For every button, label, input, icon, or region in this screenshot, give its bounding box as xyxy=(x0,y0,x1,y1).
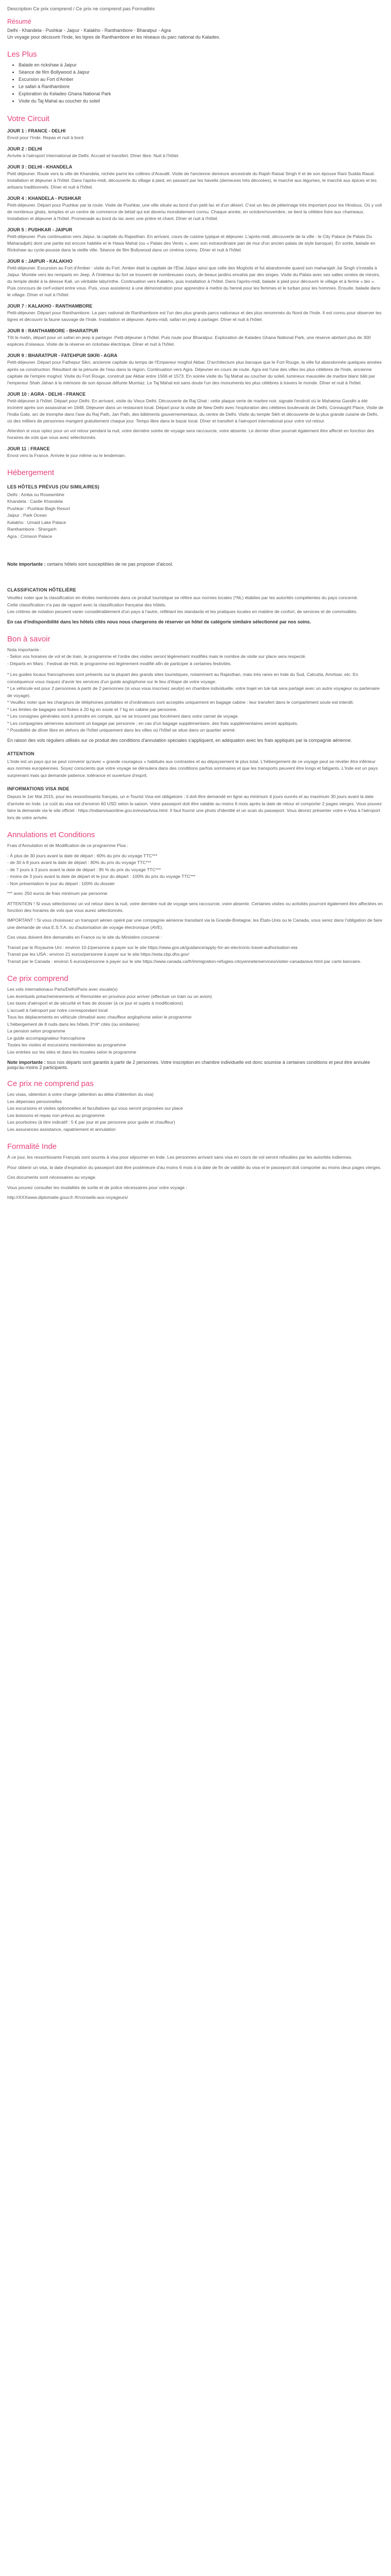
hotel-item: Ranthambore : Shergarh xyxy=(7,527,57,532)
circuit-title: Votre Circuit xyxy=(7,114,50,123)
day-text: Petit-déjeuner à l'hôtel. Départ pour Delhi. En arrivant, visite du Vieux Delhi. Découverte de Raj Ghat : cette plaque verte de marbre noir, signale l'endroit où le Mahatma Gandhi a été incinéré après son assassinat en 1948. Déjeuner dans un restaurant local. Départ pour la visite de New Delhi avec l'exploration des célèbres boulevards de Delhi, Connaught Place, Visite de l'India Gate, arc de triomphe dans l'axe du Raj Path, Jan Path, des bâtiments gouvernementaux, du centre de Delhi. Visite du temple Sikh et découverte de la plus grande cuisine de Delhi, où des milliers de personnes mangent gratuitement chaque jour. Temps libre dans le bazar local. Dîner et transfert à l'aéroport international pour votre vol retour. xyxy=(7,398,384,423)
day-title: JOUR 6 : JAIPUR - KALAKHO xyxy=(7,259,73,264)
annulation-item: - À plus de 30 jours avant la date de départ : 60% du prix du voyage TTC*** xyxy=(7,853,158,858)
classification-line: Cette classification n'a pas de rapport avec la classification française des hôtels. xyxy=(7,602,167,607)
attention-title: ATTENTION xyxy=(7,751,35,756)
bon-savoir-subtitle: Nota importante : xyxy=(7,647,42,652)
day-text: Petit-déjeuner. Départ pour Pushkar par la route. Visite de Pushkar, une ville située au bord d'un petit lac et d'un désert. C'est un lieu de pèlerinage très important pour les Hindous. Où y voit de nombreux ghats, temples et un centre de commerce de bétail qui est devenu mondialement connu. Chaque année, en octobre/novembre, se tient la célèbre foire aux chameaux. Installation et déjeuner à l'hôtel. Promenade au bord du lac avec une prière et chant. Dîner et nuit à l'hôtel. xyxy=(7,202,382,221)
visa-link[interactable]: Transit par le Canada : environ 5 euros/personne à payer sur le site https://www.canada.ca/fr/immigration-refugies-citoyennete/services/visiter-canada/ave.html par carte bancaire. xyxy=(7,958,362,964)
day-title: JOUR 3 : DELHI - KHANDELA xyxy=(7,164,73,170)
bon-savoir-item: - Selon vos horaires de vol et de train, le programme et l'ordre des visites seront légèrement modifiés mais le nombre de visite sur place sera respecté. xyxy=(7,654,306,659)
day-text: Envol pour l'Inde. Repas et nuit à bord. xyxy=(7,134,85,140)
hotel-note xyxy=(7,562,384,567)
bon-savoir-item: * Les guides locaux francophones sont présents sur la plupart des grands sites touristiques, notamment au Rajasthan, mais très rares en Inde du Sud, Calcutta, Amritsar, etc. En conséquence vous risquez d'avoir les services d'un guide anglophone sur le lieu d'étape de votre voyage. xyxy=(7,672,359,684)
intro-tabs: Description Ce prix comprend / Ce prix ne comprend pas Formalités xyxy=(7,6,155,12)
plus-item: • Le safari à Ranthambore xyxy=(19,83,384,91)
day-text: Petit-déjeuner. Excursion au Fort d'Amber : visite du Fort. Amber était la capitale de l'État Jaipur ainsi que celle des Moghols et fut abandonnée quand son maharajah Jai Singh s'installa à Jaipur. Montée vers les remparts en Jeep. À l'intérieur du fort se trouvent de nombreuses cours, de beaux jardins envahis par des singes. Visite du Palais avec ses salles ornées de miroirs, du temple dédié à la déesse Kali, un véritable labyrinthe. Continuation vers Kalakho, puis installation à l'hôtel. Dans l'après-midi, balade à pied pour découvrir le village et à ferme « bio ». Puis concours de cerf-volant entre vous. Puis, vous assisterez à une démonstration pour apprendre à mettre du henné pour les femmes et le turban pour les hommes. Ensuite, balade dans le village. Dîner et nuit à l'hôtel. xyxy=(7,265,380,298)
hotel-item: Khandela : Castle Khandela xyxy=(7,499,63,504)
annulation-list xyxy=(7,853,384,887)
prix-comprend-item: La pension selon programme xyxy=(7,1028,66,1034)
prix-ne-comprend-list xyxy=(7,1091,384,1133)
prix-ne-comprend-title: Ce prix ne comprend pas xyxy=(7,1079,94,1089)
bon-savoir-title: Bon à savoir xyxy=(7,634,51,643)
hotel-item: Delhi : Amba ou Roseambhe xyxy=(7,492,64,497)
plus-item: • Séance de film Bollywood à Jaipur xyxy=(19,69,384,76)
annulation-item: - de 30 à 8 jours avant la date de départ : 80% du prix du voyage TTC*** xyxy=(7,860,151,866)
day-text: Petit-déjeuner. Puis continuation vers Jaipur, la capitale du Rajasthan. En arrivant, cours de cuisine typique et déjeuner. L'après-midi, découverte de la ville : le City Palace (le Palais Du Maharadjah) dont une partie est encore habitée et le Hawa Mahal (ou « Palais des Vents », avec son extraordinaire pan de mur d'un ancien palais de style baroque). En sortie, balade en Rickshaw au cycle-pousse dans la vieille ville. Séance de film Bollywood dans un cinéma connu. Dîner et nuit à l'hôtel. xyxy=(7,233,376,252)
indisponibilite: En cas d'indisponibilité dans les hôtels cités nous nous chargerons de réserver un hôtel de catégorie similaire sélectionné par nos soins. xyxy=(7,619,311,624)
resume-text xyxy=(7,27,384,41)
prix-note xyxy=(7,1060,384,1070)
annulation-item: - moins de 3 jours avant la date de départ et le jour du départ : 100% du prix du voyage TTC*** xyxy=(7,874,196,879)
prix-comprend-item: Les vols internationaux Paris/Delhi/Paris avec escale(s) xyxy=(7,987,118,992)
annulation-important: IMPORTANT ! Si vous choisissez un transport aérien opéré par une compagnie aérienne transitant via la Grande-Bretagne, les États-Unis ou le Canada, vous serez dans l'obligation de faire une demande de visa E.S.T.A. ou d'autorisation de voyage électronique (AVE). xyxy=(7,918,382,930)
bon-savoir-item: * Les compagnies aériennes autorisent un bagage par personne ; en cas d'un bagage supplémentaire, des frais supplémentaires seront appliqués. xyxy=(7,720,299,726)
prix-ne-comprend-item: Les visas, obtention à votre charge (attention au délai d'obtention du visa) xyxy=(7,1092,154,1097)
day-text: Petit-déjeuner. Départ pour Ranthambore. La parc national de Ranthambore est l'un des plus grands parcs nationaux et des plus renommés du Nord de l'Inde. Il est connu pour observer les tigres et découvrir la faune sauvage de l'Inde. Installation et déjeuner. Après-midi, safari en jeep à partager. Dîner et nuit à l'hôtel. xyxy=(7,310,382,323)
hotel-note-text: certains hôtels sont susceptibles de ne pas proposer d'alcool. xyxy=(45,562,173,567)
plus-item: • Excursion au Fort d'Amber xyxy=(19,76,384,83)
resume-title: Résumé xyxy=(7,18,31,25)
classification-title: CLASSIFICATION HÔTELIÈRE xyxy=(7,587,76,593)
day-text: Petit déjeuner. Route vers la ville de Khandela, nichée parmi les collines d'Aravalli. Visite de l'ancienne demeure ancestrale du Rajah Raisal Singh II et de son épouse Rani Sudda Rasal. Installation et déjeuner à l'hôtel. Dans l'après-midi, découverte du village à pied, en passant par les havelis (demeures très décorées), le marché aux légumes, le marché aux épices et les artisans traditionnels. Dîner et nuit à l'hôtel. xyxy=(7,171,377,190)
page xyxy=(0,0,391,1217)
day-title: JOUR 5 : PUSHKAR - JAIPUR xyxy=(7,227,73,232)
day-text: Tôt le matin, départ pour un safari en jeep à partager. Petit-déjeuner à l'hôtel. Puis route pour Bharatpur. Exploration de Kaladeo Ghana National Park, une réserve abritant plus de 300 espèces d'oiseaux. Visite de la réserve en rickshaw électrique. Dîner et nuit à l'hôtel. xyxy=(7,335,371,347)
prix-note-label: Note importante : xyxy=(7,1060,46,1065)
visa-link[interactable]: Transit par le Royaume Uni : environ 10 £/personne à payer sur le site https://www.gov.uk/guidance/apply-for-an-electronic-travel-authorisation-eta xyxy=(7,944,298,950)
visa-link[interactable]: Transit par les USA : environ 21 euros/personne à payer sur le site https://esta.cbp.dhs.gov/ xyxy=(7,952,189,957)
resume-route: Delhi - Khandela - Pushkar - Jaipur - Kalakho - Ranthambore - Bharatpur - Agra xyxy=(7,27,171,33)
plus-title: Les Plus xyxy=(7,49,37,59)
annulation-footnote: *** avec 250 euros de frais minimum par personne xyxy=(7,891,108,896)
formalite-p2: Pour obtenir un visa, la date d'expiration du passeport doit être postérieure d'au moins 6 mois à la date de fin de validité du visa et le passeport doit comporter au moins deux pages vierges. xyxy=(7,1164,382,1170)
formalite-title: Formalité Inde xyxy=(7,1142,57,1151)
circuit-attention: Attention si vous optez pour un vol retour pendant la nuit, votre dernière soirée de voyage sera raccourcie, voire absente. Le dernier dîner pourrait également être affecté en fonction des horaires de vols que vous avez sélectionnés. xyxy=(7,428,374,440)
hotel-item: Agra : Crimson Palace xyxy=(7,533,52,539)
visa-info-title: INFORMATIONS VISA INDE xyxy=(7,786,70,792)
hotel-note-label: Note importante : xyxy=(7,562,46,567)
day-title: JOUR 7 : KALAKHO - RANTHAMBORE xyxy=(7,303,92,309)
annulation-title: Annulations et Conditions xyxy=(7,831,95,840)
classification-line: Veuillez noter que la classification en étoiles mentionnée dans ce produit touristique se réfère aux normes locales (*NL) établies par les autorités compétentes du pays concerné. xyxy=(7,595,359,601)
bon-savoir-item: * Le véhicule est pour 2 personnes à partir de 2 personnes (si vous vous inscrivez seul(e) en chambre individuelle, votre trajet en tuk-tuk sera partagé avec un autre voyageur ou partenaire de voyage). xyxy=(7,686,380,698)
day-text: Envol vers la France. Arrivée le jour même ou le lendemain. xyxy=(7,452,126,458)
formalite-p4: Vous pouvez consulter les modalités de sortie et de police nécessaires pour votre voyage : xyxy=(7,1184,187,1190)
hotel-list xyxy=(7,492,384,540)
prix-ne-comprend-item: Les dépenses personnelles xyxy=(7,1098,62,1104)
annulation-links-intro: Ces visas doivent être demandés en France ou le site du Ministère concerné : xyxy=(7,935,162,940)
prix-comprend-list xyxy=(7,986,384,1056)
prix-note-text: tous nos départs sont garantis à partir de 2 personnes. Votre inscription en chambre individuelle est donc soumise à certaines conditions et peut être annulée jusqu'au moins 2 participants. xyxy=(7,1060,370,1071)
prix-ne-comprend-item: Les assurances assistance, rapatriement et annulation xyxy=(7,1126,116,1132)
prix-comprend-item: Le guide accompagnateur francophone xyxy=(7,1035,86,1041)
formalite-p1: À ce jour, les ressortissants Français sont soumis à visa pour séjourner en Inde. Les personnes arrivant sans visa en cours de vol seront refoulées par les autorités indiennes. xyxy=(7,1155,353,1160)
hotel-item: Pushkar : Pushkar Bagh Resort xyxy=(7,505,70,511)
plus-item: • Visite du Taj Mahal au coucher du soleil xyxy=(19,98,384,105)
annulation-item: - Non présentation le jour du départ : 100% du dossier xyxy=(7,880,115,886)
classification-text xyxy=(7,595,384,615)
day-title: JOUR 2 : DELHI xyxy=(7,146,42,151)
day-text: Arrivée à l'aéroport International de Delhi. Accueil et transfert. Dîner libre. Nuit à l'hôtel. xyxy=(7,152,180,158)
bon-savoir-list xyxy=(7,653,384,734)
bon-savoir-item: * Veuillez noter que les chargeurs de téléphones portables et d'ordinateurs sont acceptés uniquement en bagage cabine : leur transfert dans le compartiment soute est interdit. xyxy=(7,700,354,705)
annulation-attention: ATTENTION ! Si vous sélectionnez un vol retour dans la nuit, votre dernière nuit de voyage sera raccourcie, voire absente. Certaines visites ou activités pourront également être affectées en fonction des horaires de vols que vous aurez sélectionnés. xyxy=(7,901,383,913)
prix-comprend-item: Toutes les visites et excursions mentionnées au programme xyxy=(7,1042,126,1048)
formalite-p3: Ces documents sont nécessaires au voyage. xyxy=(7,1175,96,1180)
prix-comprend-item: Tous les déplacements en véhicule climatisé avec chauffeur anglophone selon le programme xyxy=(7,1014,192,1020)
day-title: JOUR 1 : FRANCE - DELHI xyxy=(7,128,66,133)
bon-savoir-item: * Possibilité de dîner libre en dehors de l'hôtel uniquement dans les villes où l'hôtel se situe dans un quartier animé. xyxy=(7,727,236,733)
resume-summary: Un voyage pour découvrir l'Inde, les tigres de Ranthambore et les réseaux du parc national du Kaladeo. xyxy=(7,34,220,40)
prix-comprend-item: Les taxes d'aéroport et de sécurité et frais de dossier (à ce jour et sujets à modifications) xyxy=(7,1001,183,1006)
day-text: Petit-déjeuner. Départ pour Fathepur Sikri, ancienne capitale du temps de l'Empereur moghol Akbar. D'architecture plus baroque que le Fort Rouge, la ville fut abandonnée quelques années après sa construction. Résultant de la pénurie de l'eau dans la région. Continuation vers Agra. Déjeuner en cours de route. Agra est l'une des villes les plus célèbres de l'Inde, ancienne capitale de l'empire moghol. Visite du Fort Rouge, construit par Akbar entre 1566 et 1573. En soirée visite du Taj Mahal au coucher du soleil, lumineux mausolée de marbre blanc bâti par l'empereur Shah Jahan à la mémoire de son épouse défunte Mumtaz. Le Taj Mahal est sans doute l'un des monuments les plus célèbres à travers le monde. Dîner et nuit à l'hôtel. xyxy=(7,360,382,385)
day-title: JOUR 9 : BHARATPUR - FATEHPUR SIKRI - AGRA xyxy=(7,353,118,359)
prix-comprend-item: Les éventuels préacheminements et Remontée en province pour arriver (effectuer un train ou un avion) xyxy=(7,993,212,999)
plus-item: • Exploration du Keladeo Ghana National Park xyxy=(19,91,384,98)
day-title: JOUR 8 : RANTHAMBORE - BHARATPUR xyxy=(7,328,99,334)
visa-info-text: Depuis le 1er Mai 2015, pour les ressortissants français, un e-Tourist Visa est obligatoire : il doit être demandé en ligne au minimum 4 jours ouvrés et au maximum 30 jours avant la date d'arrivée en Inde. Le coût du visa est d'environ 60 USD selon la saison. Votre passeport doit être valable au moins 6 mois après la date de retour et comporter 2 pages vierges. Vous pouvez faire la demande via le site officiel : https://indianvisaonline.gov.in/evisa/tvoa.html. Il faut fournir une photo d'identité et un scan du passeport. Vous devrez présenter votre e-Visa à l'aéroport lors de votre arrivée. xyxy=(7,794,382,820)
prix-comprend-title: Ce prix comprend xyxy=(7,974,69,984)
prix-ne-comprend-item: Les pourboires (à titre indicatif : 5 € par jour et par personne pour guide et chauffeur) xyxy=(7,1120,175,1125)
hotel-item: Kalakho : Umaid Lake Palace xyxy=(7,519,66,525)
bon-savoir-item: * Les consignes générales sont à prendre en compte, qui ne se trouvent pas forcément dans votre carnet de voyage. xyxy=(7,714,239,719)
prix-comprend-item: L'accueil à l'aéroport par notre correspondant local xyxy=(7,1007,108,1013)
hotels-subtitle: LES HÔTELS PRÉVUS (OU SIMILAIRES) xyxy=(7,484,100,489)
classification-line: Les critères de notation peuvent varier considérablement d'un pays à l'autre, reflétant les standards et les pratiques locales en matière de confort, de services et de commodités. xyxy=(7,609,357,615)
hotel-item: Jaipur : Park Ocean xyxy=(7,513,47,518)
plus-item: • Balade en rickshaw à Jaipur xyxy=(19,62,384,69)
prix-ne-comprend-item: Les excursions et visites optionnelles et facultatives qui vous seront proposées sur place xyxy=(7,1106,183,1111)
annulation-links xyxy=(7,944,384,965)
day-title: JOUR 4 : KHANDELA - PUSHKAR xyxy=(7,195,82,201)
annulation-item: - de 7 jours à 3 jours avant la date de départ : 95 % du prix du voyage TTC*** xyxy=(7,867,161,872)
day-title: JOUR 11 : FRANCE xyxy=(7,446,50,451)
visa-conditions: En raison des vols réguliers utilisés sur ce produit des conditions d'annulation spéciales s'appliquent, en adéquation avec les frais appliqués par la compagnie aérienne. xyxy=(7,737,352,743)
bon-savoir-item: * Les limites de bagages sont fixées à 20 kg en soute et 7 kg en cabine par personne. xyxy=(7,706,177,712)
attention-text: L'Inde est un pays qui se peut convenir qu'avec « grande courageux » habitués aux contrastes et au dépaysement le plus total. L'hébergement de ce voyage peut se révéler être inférieur aux normes européennes. Soyez conscients que votre voyage se déroulera dans des conditions parfois sommaires et que les transports peuvent être longs et fatigants. L'Inde est un pays surprenant mais qui demande patience, tolérance et ouverture d'esprit. xyxy=(7,758,378,778)
prix-ne-comprend-item: Les boissons et repas non prévus au programme xyxy=(7,1112,105,1118)
formalite-link[interactable]: http://XXXwww.diplomatie.gouv.fr /fr/conseils-aux-voyageurs/ xyxy=(7,1195,128,1200)
hebergement-title: Hébergement xyxy=(7,468,54,477)
bon-savoir-item: - Départs en Mars : Festival de Holi, le programme est légèrement modifié afin de participer à certaines festivités. xyxy=(7,660,232,666)
annulation-intro: Frais d'Annulation et de Modification de ce programme Pixa : xyxy=(7,843,128,849)
day-title: JOUR 10 : AGRA - DELHI - FRANCE xyxy=(7,391,86,397)
plus-list xyxy=(7,62,384,105)
prix-comprend-item: L'hébergement de 8 nuits dans les hôtels 3*/4* cités (ou similaires) xyxy=(7,1021,140,1027)
prix-comprend-item: Les entrées sur les sites et dans les musées selon le programme xyxy=(7,1049,137,1055)
